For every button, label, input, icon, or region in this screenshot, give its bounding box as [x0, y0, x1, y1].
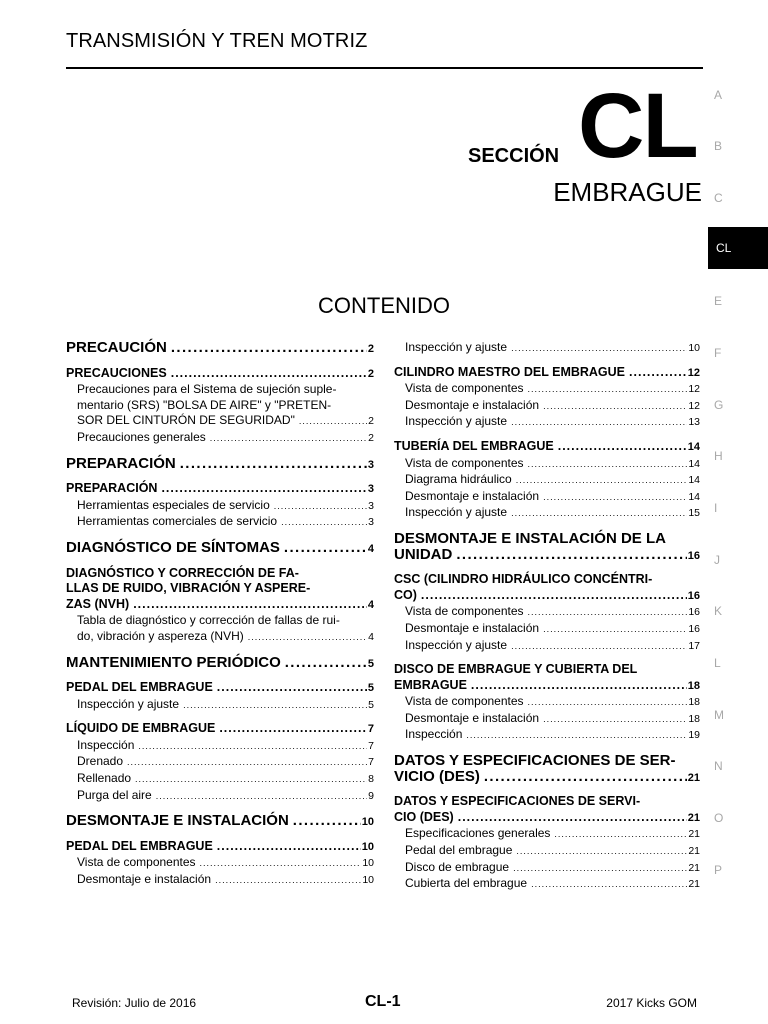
section-code: CL	[578, 75, 697, 177]
toc-entry[interactable]	[66, 498, 374, 515]
side-tab-n[interactable]: N	[714, 759, 723, 773]
toc-page-number: 3	[367, 458, 374, 471]
toc-entry-title: CILINDRO MAESTRO DEL EMBRAGUE	[394, 364, 626, 379]
toc-entry[interactable]	[394, 694, 700, 711]
toc-entry-title: Purga del aire	[77, 787, 152, 802]
toc-entry-title: Desmontaje e instalación	[405, 710, 540, 725]
toc-entry-title: PEDAL DEL EMBRAGUE	[66, 838, 213, 853]
side-tab-h[interactable]: H	[714, 449, 723, 463]
toc-page-number: 21	[688, 861, 700, 874]
side-tab-l[interactable]: L	[714, 656, 721, 670]
toc-left-column	[66, 340, 374, 889]
toc-leader-dots	[543, 622, 687, 638]
toc-leader-dots	[511, 341, 687, 357]
toc-leader-dots	[210, 431, 367, 447]
toc-page-number: 17	[688, 639, 700, 652]
footer-revision: Revisión: Julio de 2016	[72, 996, 197, 1010]
toc-page-number: 21	[687, 771, 700, 784]
toc-leader-dots	[219, 721, 367, 737]
toc-entry-title: Desmontaje e instalación	[405, 620, 540, 635]
toc-entry-title-line: Tabla de diagnóstico y corrección de fallas de rui-	[77, 613, 340, 628]
toc-entry-title: Rellenado	[77, 771, 132, 786]
toc-entry-title: Inspección y ajuste	[77, 696, 180, 711]
toc-page-number: 4	[367, 542, 374, 555]
toc-page-number: 10	[361, 840, 374, 853]
toc-page-number: 14	[687, 440, 700, 453]
toc-entry[interactable]	[66, 566, 374, 614]
toc-page-number: 5	[368, 698, 374, 711]
toc-leader-dots	[217, 839, 361, 855]
toc-entry[interactable]	[394, 843, 700, 860]
toc-leader-dots	[511, 415, 687, 431]
toc-entry[interactable]	[66, 481, 374, 498]
toc-leader-dots	[180, 456, 367, 472]
toc-page-number: 16	[687, 549, 700, 562]
toc-page-number: 12	[688, 383, 700, 396]
toc-leader-dots	[421, 588, 687, 604]
toc-entry[interactable]	[394, 753, 700, 786]
toc-leader-dots	[516, 473, 688, 489]
toc-entry[interactable]	[66, 456, 374, 474]
toc-entry[interactable]	[66, 514, 374, 531]
toc-page-number: 4	[368, 630, 374, 643]
toc-page-number: 18	[688, 696, 700, 709]
toc-leader-dots	[217, 680, 367, 696]
header-rule	[66, 67, 703, 69]
toc-leader-dots	[171, 340, 367, 356]
toc-leader-dots	[511, 639, 687, 655]
toc-entry[interactable]	[66, 382, 374, 430]
toc-leader-dots	[133, 597, 367, 613]
toc-leader-dots	[528, 695, 688, 711]
toc-entry[interactable]	[66, 788, 374, 805]
side-tab-j[interactable]: J	[714, 553, 720, 567]
toc-entry-title: do, vibración y aspereza (NVH)	[77, 628, 244, 643]
side-tab-e[interactable]: E	[714, 294, 723, 308]
toc-entry-title: PRECAUCIONES	[66, 365, 167, 380]
toc-entry-title-line: DIAGNÓSTICO Y CORRECCIÓN DE FA-	[66, 565, 299, 580]
toc-leader-dots	[171, 366, 367, 382]
toc-entry[interactable]	[66, 813, 374, 831]
toc-entry-title: Disco de embrague	[405, 859, 510, 874]
toc-entry-title: Especificaciones generales	[405, 826, 551, 841]
toc-page-number: 2	[367, 367, 374, 380]
toc-entry[interactable]	[394, 662, 700, 694]
toc-leader-dots	[281, 515, 367, 531]
toc-entry[interactable]	[66, 738, 374, 755]
toc-page-number: 2	[367, 343, 374, 355]
toc-entry-title: Herramientas especiales de servicio	[77, 497, 270, 512]
toc-entry-title: LÍQUIDO DE EMBRAGUE	[66, 721, 216, 736]
toc-leader-dots	[629, 365, 687, 381]
toc-leader-dots	[285, 655, 367, 671]
toc-entry-title: DESMONTAJE E INSTALACIÓN	[66, 812, 289, 830]
toc-leader-dots	[511, 506, 687, 522]
toc-leader-dots	[543, 490, 687, 506]
section-name: EMBRAGUE	[553, 177, 702, 207]
toc-leader-dots	[135, 772, 367, 788]
toc-entry-title: Precauciones generales	[77, 429, 206, 444]
toc-entry-title: Desmontaje e instalación	[405, 488, 540, 503]
side-tab-c[interactable]: C	[714, 191, 723, 205]
toc-entry-title-line: DATOS Y ESPECIFICACIONES DE SER-	[394, 752, 676, 770]
toc-page-number: 15	[688, 507, 700, 520]
toc-leader-dots	[138, 739, 367, 755]
side-tab-p[interactable]: P	[714, 863, 723, 877]
toc-leader-dots	[161, 481, 366, 497]
toc-entry-title: DIAGNÓSTICO DE SÍNTOMAS	[66, 538, 280, 556]
toc-entry-title: EMBRAGUE	[394, 677, 467, 692]
toc-entry-title: CIO (DES)	[394, 809, 454, 824]
toc-entry[interactable]	[394, 414, 700, 431]
toc-page-number: 8	[368, 773, 374, 786]
toc-entry-title: Vista de componentes	[405, 381, 524, 396]
side-tab-m[interactable]: M	[714, 708, 724, 722]
header-title: TRANSMISIÓN Y TREN MOTRIZ	[66, 30, 368, 52]
toc-entry-title-line: LLAS DE RUIDO, VIBRACIÓN Y ASPERE-	[66, 581, 311, 596]
footer-model: 2017 Kicks GOM	[606, 996, 697, 1010]
toc-page-number: 16	[688, 606, 700, 619]
toc-leader-dots	[528, 457, 688, 473]
toc-entry-title: Inspección	[405, 727, 463, 742]
toc-leader-dots	[274, 499, 367, 515]
toc-entry-title: Pedal del embrague	[405, 843, 513, 858]
toc-leader-dots	[554, 827, 687, 843]
toc-entry[interactable]	[394, 621, 700, 638]
toc-entry-title: Vista de componentes	[405, 694, 524, 709]
toc-page-number: 10	[688, 342, 700, 354]
toc-entry-title: SOR DEL CINTURÓN DE SEGURIDAD"	[77, 413, 295, 428]
toc-entry[interactable]	[66, 855, 374, 872]
toc-page-number: 12	[687, 366, 700, 379]
toc-leader-dots	[528, 382, 688, 398]
side-tab-a[interactable]: A	[714, 88, 723, 102]
toc-page-number: 14	[688, 474, 700, 487]
toc-entry-title: Desmontaje e instalación	[405, 397, 540, 412]
toc-page-number: 21	[688, 828, 700, 841]
toc-page-number: 19	[688, 729, 700, 742]
toc-entry[interactable]	[66, 655, 374, 673]
toc-entry[interactable]	[394, 572, 700, 604]
toc-page-number: 16	[687, 589, 700, 602]
toc-entry-title: Vista de componentes	[405, 604, 524, 619]
toc-entry[interactable]	[394, 794, 700, 826]
toc-entry[interactable]	[394, 638, 700, 655]
toc-page-number: 10	[362, 874, 374, 887]
toc-leader-dots	[466, 728, 687, 744]
toc-leader-dots	[284, 540, 367, 556]
toc-entry[interactable]	[394, 472, 700, 489]
toc-entry[interactable]	[394, 365, 700, 382]
toc-leader-dots	[127, 755, 367, 771]
toc-entry[interactable]	[66, 540, 374, 558]
toc-page-number: 21	[688, 878, 700, 891]
toc-leader-dots	[458, 810, 687, 826]
toc-entry[interactable]	[66, 697, 374, 714]
toc-page-number: 21	[688, 845, 700, 858]
toc-entry[interactable]	[394, 876, 700, 893]
footer-page-number: CL-1	[365, 993, 401, 1010]
toc-page-number: 3	[368, 516, 374, 529]
section-label: SECCIÓN	[468, 145, 560, 167]
toc-entry-title: PREPARACIÓN	[66, 454, 176, 472]
toc-entry[interactable]	[66, 340, 374, 358]
side-tab-g[interactable]: G	[714, 398, 724, 412]
toc-leader-dots	[183, 698, 367, 714]
toc-entry-title: Inspección y ajuste	[405, 637, 508, 652]
toc-entry[interactable]	[394, 381, 700, 398]
toc-page-number: 5	[367, 657, 374, 670]
toc-leader-dots	[484, 769, 687, 785]
toc-entry-title: Inspección y ajuste	[405, 505, 508, 520]
toc-page-number: 16	[688, 622, 700, 635]
side-tab-cl[interactable]: CL	[708, 227, 768, 269]
toc-leader-dots	[248, 630, 367, 646]
toc-entry[interactable]	[66, 839, 374, 856]
toc-leader-dots	[156, 789, 367, 805]
toc-entry[interactable]	[66, 872, 374, 889]
toc-leader-dots	[513, 861, 687, 877]
toc-entry-title-line: Precauciones para el Sistema de sujeción suple-	[77, 382, 337, 397]
toc-entry[interactable]	[66, 680, 374, 697]
toc-entry[interactable]	[66, 613, 374, 645]
side-tab-k[interactable]: K	[714, 604, 723, 618]
toc-entry[interactable]	[66, 366, 374, 383]
toc-leader-dots	[558, 439, 687, 455]
toc-leader-dots	[516, 844, 687, 860]
toc-page-number: 9	[368, 789, 374, 802]
toc-page-number: 21	[687, 811, 700, 824]
toc-page-number: 12	[688, 399, 700, 412]
toc-entry-title: PRECAUCIÓN	[66, 339, 167, 356]
toc-entry-title: Vista de componentes	[405, 455, 524, 470]
toc-entry[interactable]	[394, 439, 700, 456]
toc-entry-title-line: DESMONTAJE E INSTALACIÓN DE LA	[394, 529, 666, 547]
toc-page-number: 10	[361, 816, 374, 829]
toc-page-number: 3	[367, 483, 374, 496]
toc-entry-title: Desmontaje e instalación	[77, 872, 212, 887]
toc-entry[interactable]	[394, 489, 700, 506]
toc-entry[interactable]	[66, 721, 374, 738]
toc-page-number: 2	[368, 415, 374, 428]
toc-entry-title-line: DISCO DE EMBRAGUE Y CUBIERTA DEL	[394, 662, 638, 677]
toc-entry[interactable]	[394, 531, 700, 564]
toc-entry[interactable]	[394, 727, 700, 744]
toc-page-number: 2	[368, 431, 374, 444]
toc-leader-dots	[471, 678, 687, 694]
toc-page-number: 3	[368, 499, 374, 512]
toc-entry-title: PREPARACIÓN	[66, 481, 158, 496]
side-tab-b[interactable]: B	[714, 139, 723, 153]
toc-page-number: 5	[367, 682, 374, 695]
toc-entry-title-line: mentario (SRS) "BOLSA DE AIRE" y "PRETEN-	[77, 397, 332, 412]
toc-entry-title: UNIDAD	[394, 545, 453, 563]
toc-entry-title: TUBERÍA DEL EMBRAGUE	[394, 438, 554, 453]
toc-entry[interactable]	[394, 398, 700, 415]
toc-entry[interactable]	[394, 711, 700, 728]
toc-page-number: 7	[368, 756, 374, 769]
side-tab-i[interactable]: I	[714, 501, 718, 515]
toc-entry[interactable]	[394, 604, 700, 621]
toc-entry[interactable]	[394, 860, 700, 877]
toc-entry-title: Herramientas comerciales de servicio	[77, 514, 278, 529]
toc-leader-dots	[299, 414, 367, 430]
toc-entry[interactable]	[394, 505, 700, 522]
toc-entry[interactable]	[66, 430, 374, 447]
toc-entry-title: ZAS (NVH)	[66, 596, 130, 611]
toc-leader-dots	[200, 856, 362, 872]
toc-page-number: 18	[688, 712, 700, 725]
toc-page-number: 14	[688, 490, 700, 503]
toc-leader-dots	[293, 813, 361, 829]
side-tab-f[interactable]: F	[714, 346, 722, 360]
toc-entry[interactable]	[66, 754, 374, 771]
toc-leader-dots	[543, 399, 687, 415]
toc-entry[interactable]	[394, 340, 700, 357]
contents-title: CONTENIDO	[318, 293, 450, 318]
toc-page-number: 4	[367, 598, 374, 611]
toc-entry-title: Cubierta del embrague	[405, 876, 528, 891]
toc-entry-title: Inspección y ajuste	[405, 340, 508, 354]
toc-page-number: 10	[362, 857, 374, 870]
toc-page-number: 13	[688, 416, 700, 429]
toc-page-number: 14	[688, 457, 700, 470]
toc-leader-dots	[531, 877, 687, 893]
toc-entry-title: CO)	[394, 587, 417, 602]
toc-entry-title: Inspección	[77, 737, 135, 752]
toc-entry-title: MANTENIMIENTO PERIÓDICO	[66, 653, 281, 671]
toc-entry[interactable]	[394, 826, 700, 843]
toc-entry-title: PEDAL DEL EMBRAGUE	[66, 680, 213, 695]
toc-leader-dots	[215, 873, 361, 889]
toc-leader-dots	[456, 547, 686, 563]
toc-page-number: 7	[368, 739, 374, 752]
toc-entry-title: Drenado	[77, 754, 124, 769]
toc-entry-title: Inspección y ajuste	[405, 414, 508, 429]
toc-leader-dots	[543, 712, 687, 728]
side-tab-o[interactable]: O	[714, 811, 724, 825]
toc-entry-title: Diagrama hidráulico	[405, 472, 512, 487]
toc-right-column	[394, 340, 700, 893]
toc-page-number: 18	[687, 679, 700, 692]
toc-page-number: 7	[367, 723, 374, 736]
toc-entry[interactable]	[66, 771, 374, 788]
toc-entry[interactable]	[394, 456, 700, 473]
toc-entry-title: VICIO (DES)	[394, 767, 480, 785]
toc-entry-title: Vista de componentes	[77, 855, 196, 870]
toc-leader-dots	[528, 605, 688, 621]
toc-entry-title-line: DATOS Y ESPECIFICACIONES DE SERVI-	[394, 794, 641, 809]
toc-entry-title-line: CSC (CILINDRO HIDRÁULICO CONCÉNTRI-	[394, 572, 653, 587]
